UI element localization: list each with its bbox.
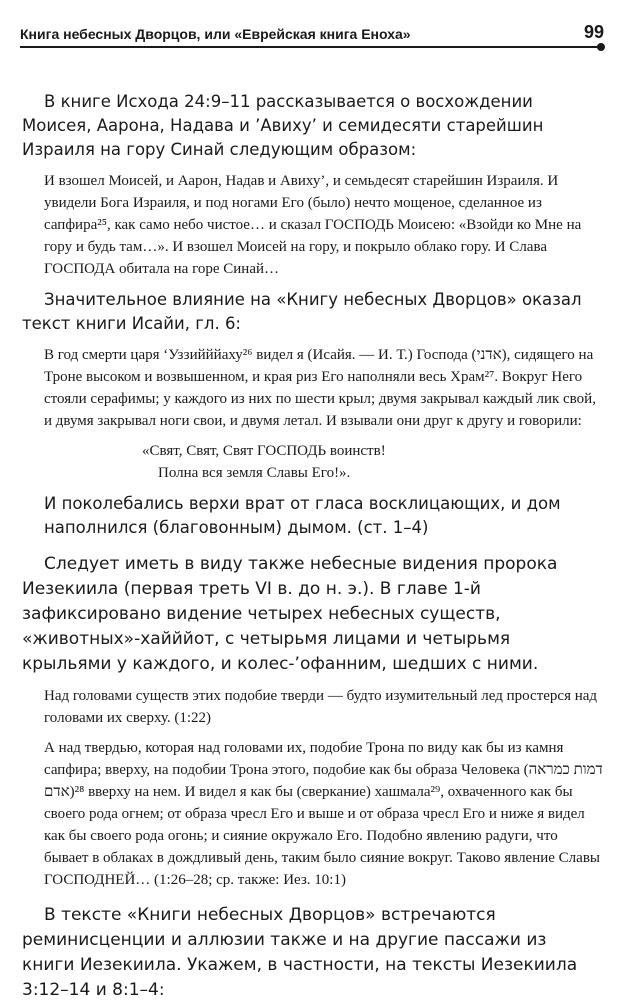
verse-line-2: Полна вся земля Славы Его!». xyxy=(158,465,351,481)
quote-isaiah-end: И поколебались верхи врат от гласа восклицающих, и дом наполнился (благовонным) дымом. (ст. 1–4) xyxy=(44,494,561,537)
quote-ezekiel-1 xyxy=(22,685,604,729)
paragraph-exodus-intro: В книге Исхода 24:9–11 рассказывается о восхождении Моисея, Аарона, Надава и ’Авиху’ и семидесяти старейшин Израиля на гору Синай следующим образом: xyxy=(22,92,544,159)
paragraph-ezekiel-intro: Следует иметь в виду также небесные видения пророка Иезекиила (первая треть VI в. до н. э.). В главе 1-й зафиксировано видение четырех небесных существ, «животных»-хайййот, с четырьмя лицами и четырьмя крыльями у каждого, и колес-’офанним, шедших с ними. xyxy=(22,554,558,674)
quote-ezekiel-2-text: А над твердью, которая над головами их, подобие Трона по виду как бы из камня сапфира; вверху, на подобии Трона этого, подобие как бы образа Человека (דמות כמראה אדם)²⁸ вверху на нем. И видел я как бы (сверкание) хашмала²⁹, охваченного как бы своего рода огнем; от образа чресл Его и выше и от образа чресл Его и ниже я видел как бы своего рода огонь; и сияние окружало Его. Подобно явлению радуги, что бывает в облаках в дождливый день, таким было сияние вокруг. Таково явление Славы ГОСПОДНЕЙ… (1:26–28; ср. также: Иез. 10:1) xyxy=(44,740,603,888)
paragraph-isaiah-intro: Значительное влияние на «Книгу небесных Дворцов» оказал текст книги Исайи, гл. 6: xyxy=(22,290,582,333)
paragraph-ezekiel-more: В тексте «Книги небесных Дворцов» встречаются реминисценции и аллюзии также и на другие пассажи из книги Иезекиила. Укажем, в частности, на тексты Иезекиила 3:12–14 и 8:1–4: xyxy=(22,905,578,1000)
quote-ezekiel-2 xyxy=(22,737,604,891)
verse-line-1: «Свят, Свят, Свят ГОСПОДЬ воинств! xyxy=(142,443,386,459)
running-header xyxy=(20,22,608,44)
quote-exodus-text: И взошел Моисей, и Аарон, Надав и Авиху’, и семьдесят старейшин Израиля. И увидели Бога Израиля, и под ногами Его (было) нечто мощеное, сделанное из сапфира²⁵, как само небо чистое… и сказал ГОСПОДЬ Моисею: «Взойди ко Мне на гору и будь там…». И взошел Моисей на гору, и покрыло облако гору. И Слава ГОСПОДА обитала на горе Синай… xyxy=(44,173,582,277)
page-body xyxy=(22,90,604,1003)
header-rule xyxy=(20,46,602,48)
quote-ezekiel-1-text: Над головами существ этих подобие тверди — будто изумительный лед простерся над головами их сверху. (1:22) xyxy=(44,688,598,726)
quote-isaiah-text: В год смерти царя ‘Уззийййаху²⁶ видел я (Исайя. — И. Т.) Господа (אדני), сидящего на Троне высоком и возвышенном, и края риз Его наполняли весь Храм²⁷. Вокруг Него стояли серафимы; у каждого из них по шести крыл; двумя закрывал каждый лик свой, и двумя закрывал ноги свои, и двумя летал. И взывали они друг к другу и говорили: xyxy=(44,347,596,429)
running-title: Книга небесных Дворцов, или «Еврейская книга Еноха» xyxy=(20,26,411,42)
header-rule-dot xyxy=(597,43,605,51)
quote-exodus xyxy=(22,170,604,280)
page-number: 99 xyxy=(583,22,604,42)
quote-isaiah xyxy=(22,344,604,432)
